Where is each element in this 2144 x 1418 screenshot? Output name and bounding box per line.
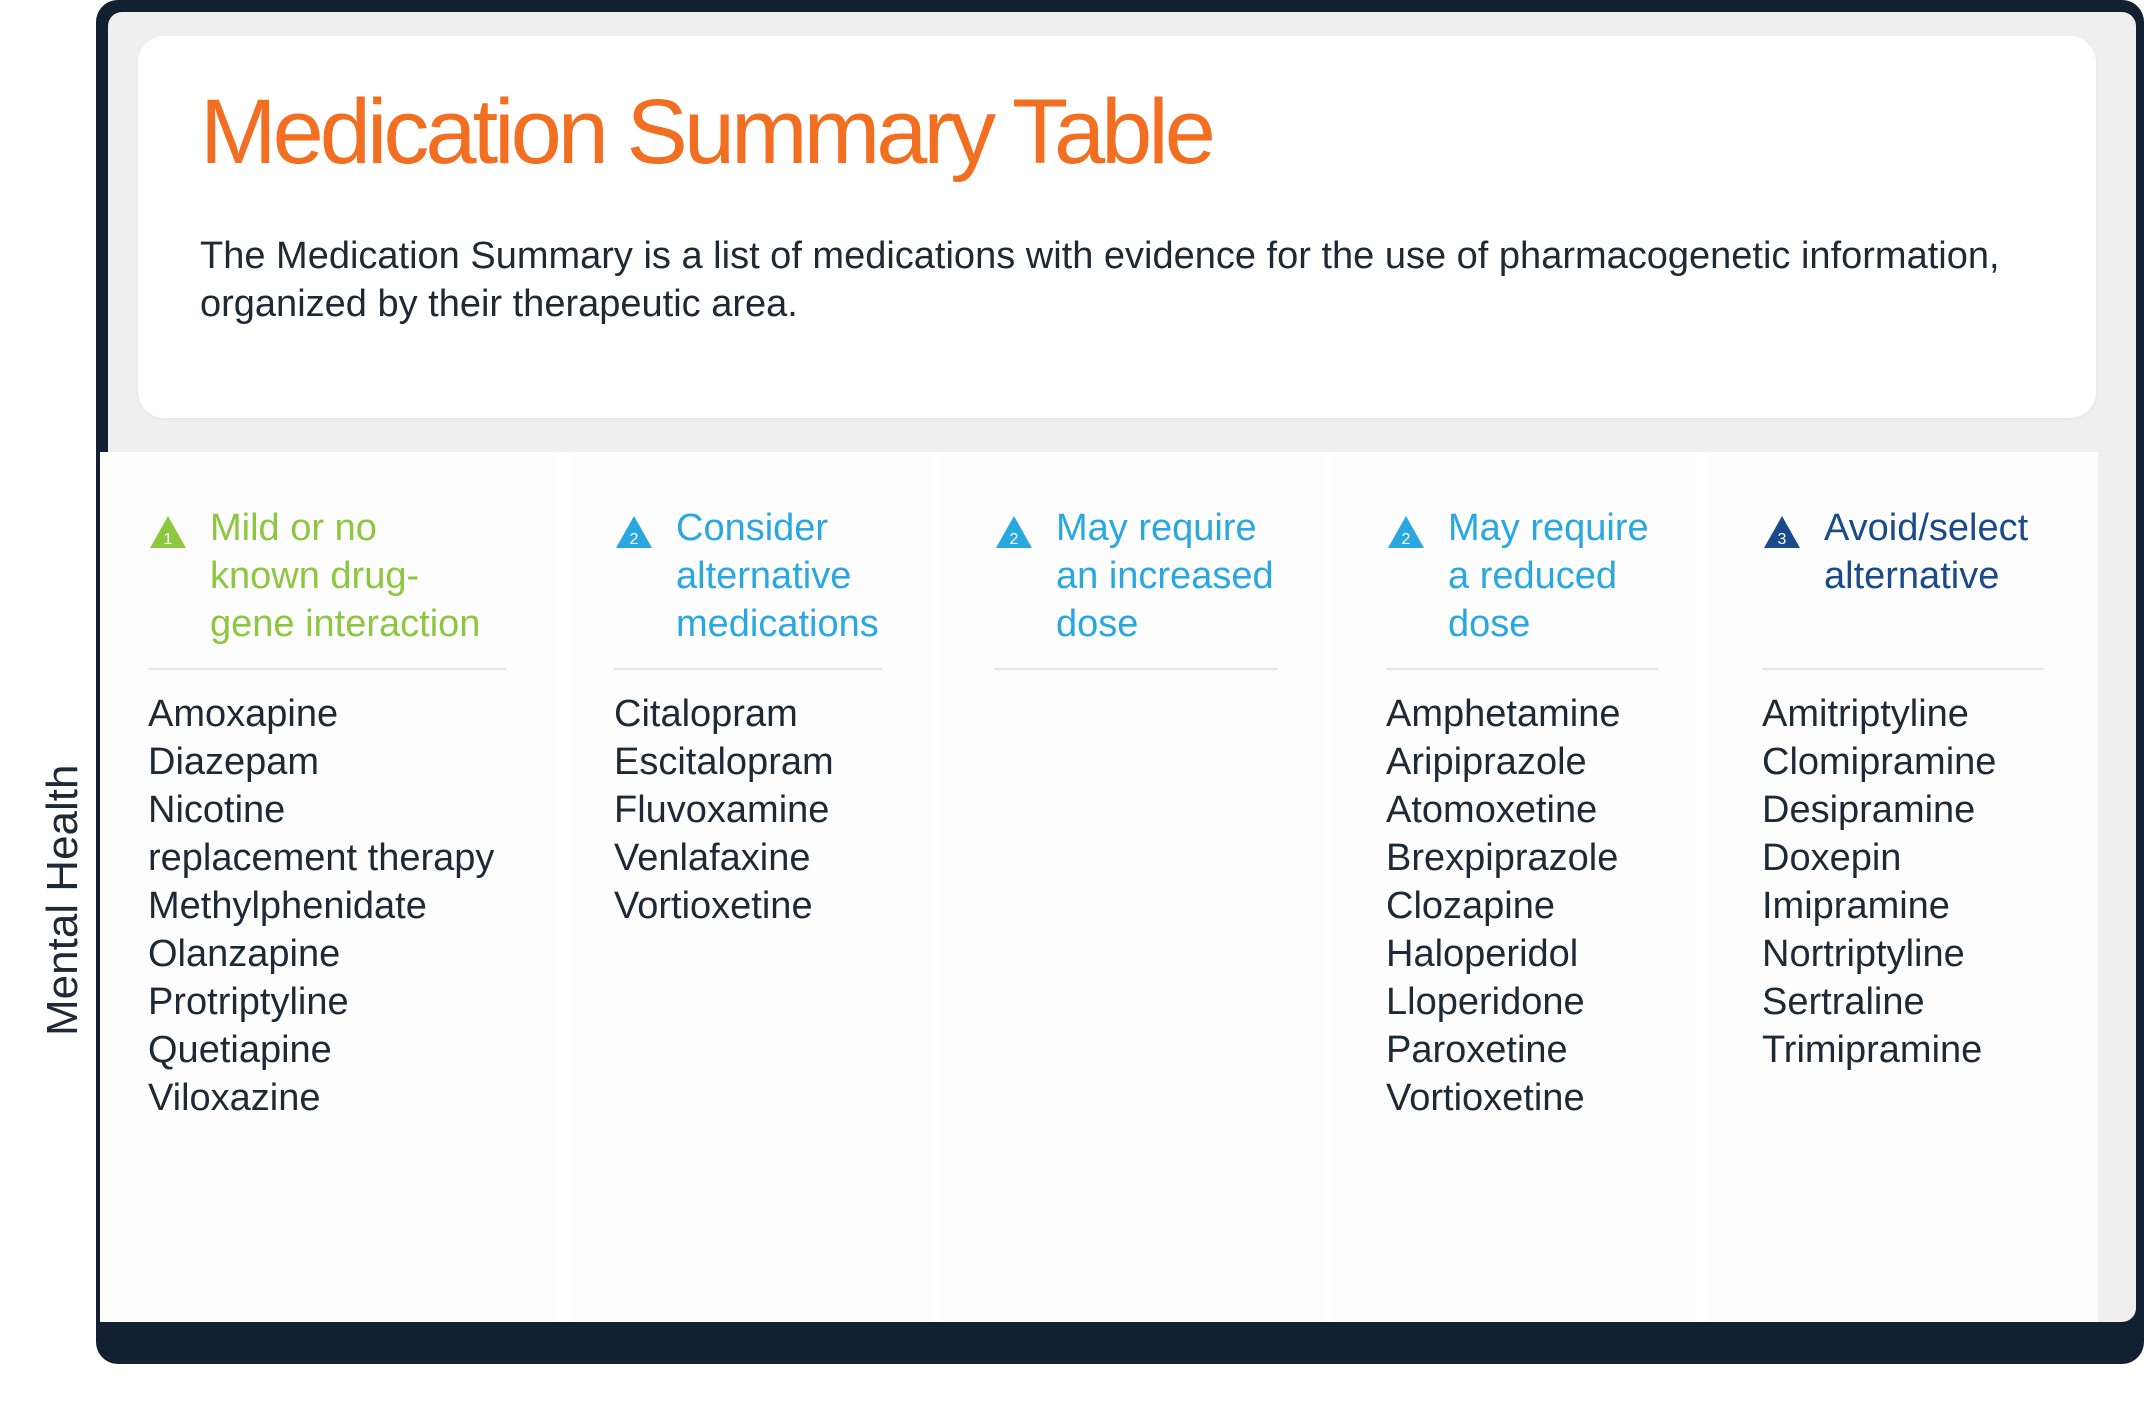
- medication-item: Clomipramine: [1762, 741, 1997, 783]
- header-line: alternative: [1824, 555, 2000, 597]
- column-increased-dose: [994, 504, 1278, 690]
- medication-item: Desipramine: [1762, 789, 1976, 831]
- header-line: dose: [1056, 603, 1139, 645]
- medication-item: Protriptyline: [148, 981, 349, 1023]
- header-line: gene interaction: [210, 603, 481, 645]
- triangle-2-icon: [614, 514, 654, 550]
- page-description: The Medication Summary is a list of medications with evidence for the use of pharmacogenetic information, organized by their therapeutic area.: [200, 235, 2000, 325]
- medication-item: Amoxapine: [148, 693, 339, 735]
- column-header: [994, 504, 1278, 670]
- header-line: Consider: [676, 507, 829, 549]
- medication-item: Doxepin: [1762, 837, 1902, 879]
- medication-item: Citalopram: [614, 693, 798, 735]
- medication-item: Vortioxetine: [1386, 1077, 1585, 1119]
- column-reduced-dose: [1386, 504, 1658, 1122]
- column-header-label: [1056, 504, 1274, 648]
- column-header-label: [1824, 504, 2028, 600]
- medication-item: Vortioxetine: [614, 885, 813, 927]
- column-header-label: [676, 504, 879, 648]
- header-line: dose: [1448, 603, 1531, 645]
- column-avoid-select-alternative: [1762, 504, 2044, 1074]
- column-header-label: [210, 504, 480, 648]
- header-line: alternative: [676, 555, 852, 597]
- medication-item: Nicotine: [148, 789, 286, 831]
- medication-item: Fluvoxamine: [614, 789, 830, 831]
- column-header: [614, 504, 882, 670]
- svg-text:2: 2: [1009, 531, 1019, 548]
- medication-item: Olanzapine: [148, 933, 341, 975]
- medication-item: Brexpiprazole: [1386, 837, 1619, 879]
- triangle-3-icon: [1762, 514, 1802, 550]
- medication-item: Aripiprazole: [1386, 741, 1587, 783]
- medication-item: Trimipramine: [1762, 1029, 1983, 1071]
- header-line: May require: [1448, 507, 1649, 549]
- medication-item: Nortriptyline: [1762, 933, 1965, 975]
- medication-list: [1386, 690, 1658, 1122]
- header-line: May require: [1056, 507, 1257, 549]
- medication-item: Haloperidol: [1386, 933, 1579, 975]
- medication-item: replacement therapy: [148, 837, 495, 879]
- svg-text:2: 2: [1401, 531, 1411, 548]
- header-line: Avoid/select: [1824, 507, 2029, 549]
- column-header: [1762, 504, 2044, 670]
- medication-item: Paroxetine: [1386, 1029, 1568, 1071]
- medication-item: Atomoxetine: [1386, 789, 1598, 831]
- header-line: known drug-: [210, 555, 420, 597]
- medication-item: Amphetamine: [1386, 693, 1621, 735]
- medication-item: Imipramine: [1762, 885, 1950, 927]
- column-header: [148, 504, 506, 670]
- medication-list: [1762, 690, 2044, 1074]
- column-header-label: [1448, 504, 1649, 648]
- header-line: Mild or no: [210, 507, 377, 549]
- triangle-2-icon: [1386, 514, 1426, 550]
- page-title: Medication Summary Table: [200, 81, 1212, 183]
- header-line: an increased: [1056, 555, 1274, 597]
- svg-text:2: 2: [629, 531, 639, 548]
- medication-item: Diazepam: [148, 741, 320, 783]
- triangle-2-icon: [994, 514, 1034, 550]
- svg-text:3: 3: [1777, 531, 1787, 548]
- medication-item: Sertraline: [1762, 981, 1925, 1023]
- medication-list: [148, 690, 506, 1122]
- medication-item: Viloxazine: [148, 1077, 321, 1119]
- therapeutic-area-label: Mental Health: [38, 764, 87, 1036]
- header-card: [138, 36, 2096, 418]
- medication-item: Quetiapine: [148, 1029, 332, 1071]
- svg-text:1: 1: [163, 531, 173, 548]
- triangle-1-icon: [148, 514, 188, 550]
- medication-item: Amitriptyline: [1762, 693, 1969, 735]
- medication-table: [100, 452, 2098, 1322]
- medication-item: Clozapine: [1386, 885, 1555, 927]
- medication-item: Escitalopram: [614, 741, 834, 783]
- column-consider-alternative: [614, 504, 882, 930]
- medication-item: Venlafaxine: [614, 837, 811, 879]
- medication-list: [614, 690, 882, 930]
- column-mild-or-no-interaction: [148, 504, 506, 1122]
- column-header: [1386, 504, 1658, 670]
- medication-item: Lloperidone: [1386, 981, 1585, 1023]
- header-line: a reduced: [1448, 555, 1618, 597]
- medication-item: Methylphenidate: [148, 885, 427, 927]
- header-line: medications: [676, 603, 879, 645]
